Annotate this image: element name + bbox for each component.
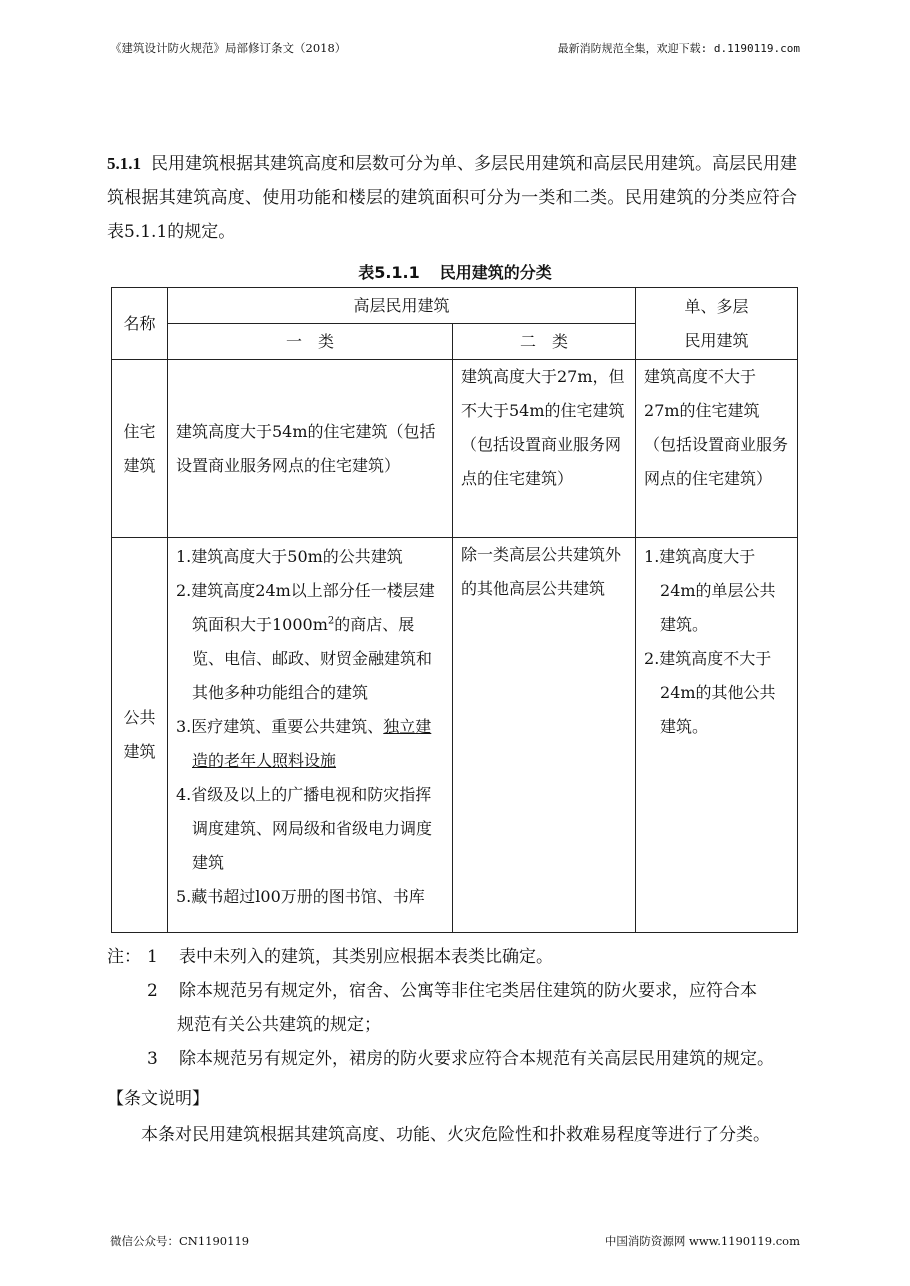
- header-class-one-cell: 一 类: [168, 324, 453, 360]
- residential-class-two: 建筑高度大于27m，但不大于54m的住宅建筑（包括设置商业服务网点的住宅建筑）: [453, 360, 636, 538]
- public-class-two: 除一类高层公共建筑外的其他高层公共建筑: [453, 538, 636, 933]
- page-header-right: 最新消防规范全集，欢迎下载: d.1190119.com: [557, 42, 800, 55]
- table-title: [0, 260, 910, 283]
- table-number: 表5.1.1: [358, 263, 420, 282]
- note-item: 2 除本规范另有规定外，宿舍、公寓等非住宅类居住建筑的防火要求，应符合本: [147, 981, 757, 1001]
- list-item: 3.医疗建筑、重要公共建筑、独立建造的老年人照料设施: [176, 717, 432, 770]
- table-caption: 民用建筑的分类: [439, 263, 552, 282]
- header-name-cell: 名称: [112, 288, 168, 360]
- row-label-public: 公共 建筑: [112, 538, 168, 933]
- public-low-rise: [636, 538, 798, 933]
- list-item: 5.藏书超过l00万册的图书馆、书库: [176, 887, 425, 906]
- clause-text: 民用建筑根据其建筑高度和层数可分为单、多层民用建筑和高层民用建筑。高层民用建筑根据其建筑高度、使用功能和楼层的建筑面积可分为一类和二类。民用建筑的分类应符合表5.1.1的规定。: [107, 154, 797, 242]
- residential-low-rise: 建筑高度不大于27m的住宅建筑（包括设置商业服务网点的住宅建筑）: [636, 360, 798, 538]
- header-high-rise-cell: 高层民用建筑: [168, 288, 636, 324]
- note-item: 3 除本规范另有规定外，裙房的防火要求应符合本规范有关高层民用建筑的规定。: [147, 1049, 774, 1069]
- underlined-text: 独立建造的老年人照料设施: [192, 717, 432, 770]
- list-item: 2.建筑高度24m以上部分任一楼层建筑面积大于$1000m^2$的商店、展览、电信、邮政、财贸金融建筑和其他多种功能组合的建筑: [176, 581, 435, 702]
- list-item: 2.建筑高度不大于24m的其他公共建筑。: [644, 649, 776, 736]
- page-footer-left: 微信公众号：CN1190119: [110, 1234, 250, 1248]
- classification-table: [111, 287, 798, 933]
- note-item: 注： 1 表中未列入的建筑，其类别应根据本表类比确定。: [107, 947, 553, 967]
- header-class-two-cell: 二 类: [453, 324, 636, 360]
- note-continuation: 规范有关公共建筑的规定；: [177, 1015, 381, 1035]
- explanation-heading: 【条文说明】: [107, 1089, 209, 1109]
- list-item: 1.建筑高度大于24m的单层公共建筑。: [644, 547, 776, 634]
- residential-class-one: 建筑高度大于54m的住宅建筑（包括设置商业服务网点的住宅建筑）: [168, 360, 453, 538]
- clause-number: 5.1.1: [107, 154, 141, 173]
- clause-paragraph: [107, 147, 797, 249]
- list-item: 4.省级及以上的广播电视和防灾指挥调度建筑、网局级和省级电力调度建筑: [176, 785, 433, 872]
- header-low-rise-cell: 单、多层 民用建筑: [636, 288, 798, 360]
- list-item: 1.建筑高度大于50m的公共建筑: [176, 547, 403, 566]
- table-notes: [107, 940, 807, 1076]
- page-header-left: 《建筑设计防火规范》局部修订条文（2018）: [110, 41, 347, 55]
- row-label-residential: 住宅 建筑: [112, 360, 168, 538]
- page-footer-right: 中国消防资源网 www.1190119.com: [604, 1234, 800, 1248]
- explanation-text: 本条对民用建筑根据其建筑高度、功能、火灾危险性和扑救难易程度等进行了分类。: [141, 1125, 770, 1145]
- public-class-one: [168, 538, 453, 933]
